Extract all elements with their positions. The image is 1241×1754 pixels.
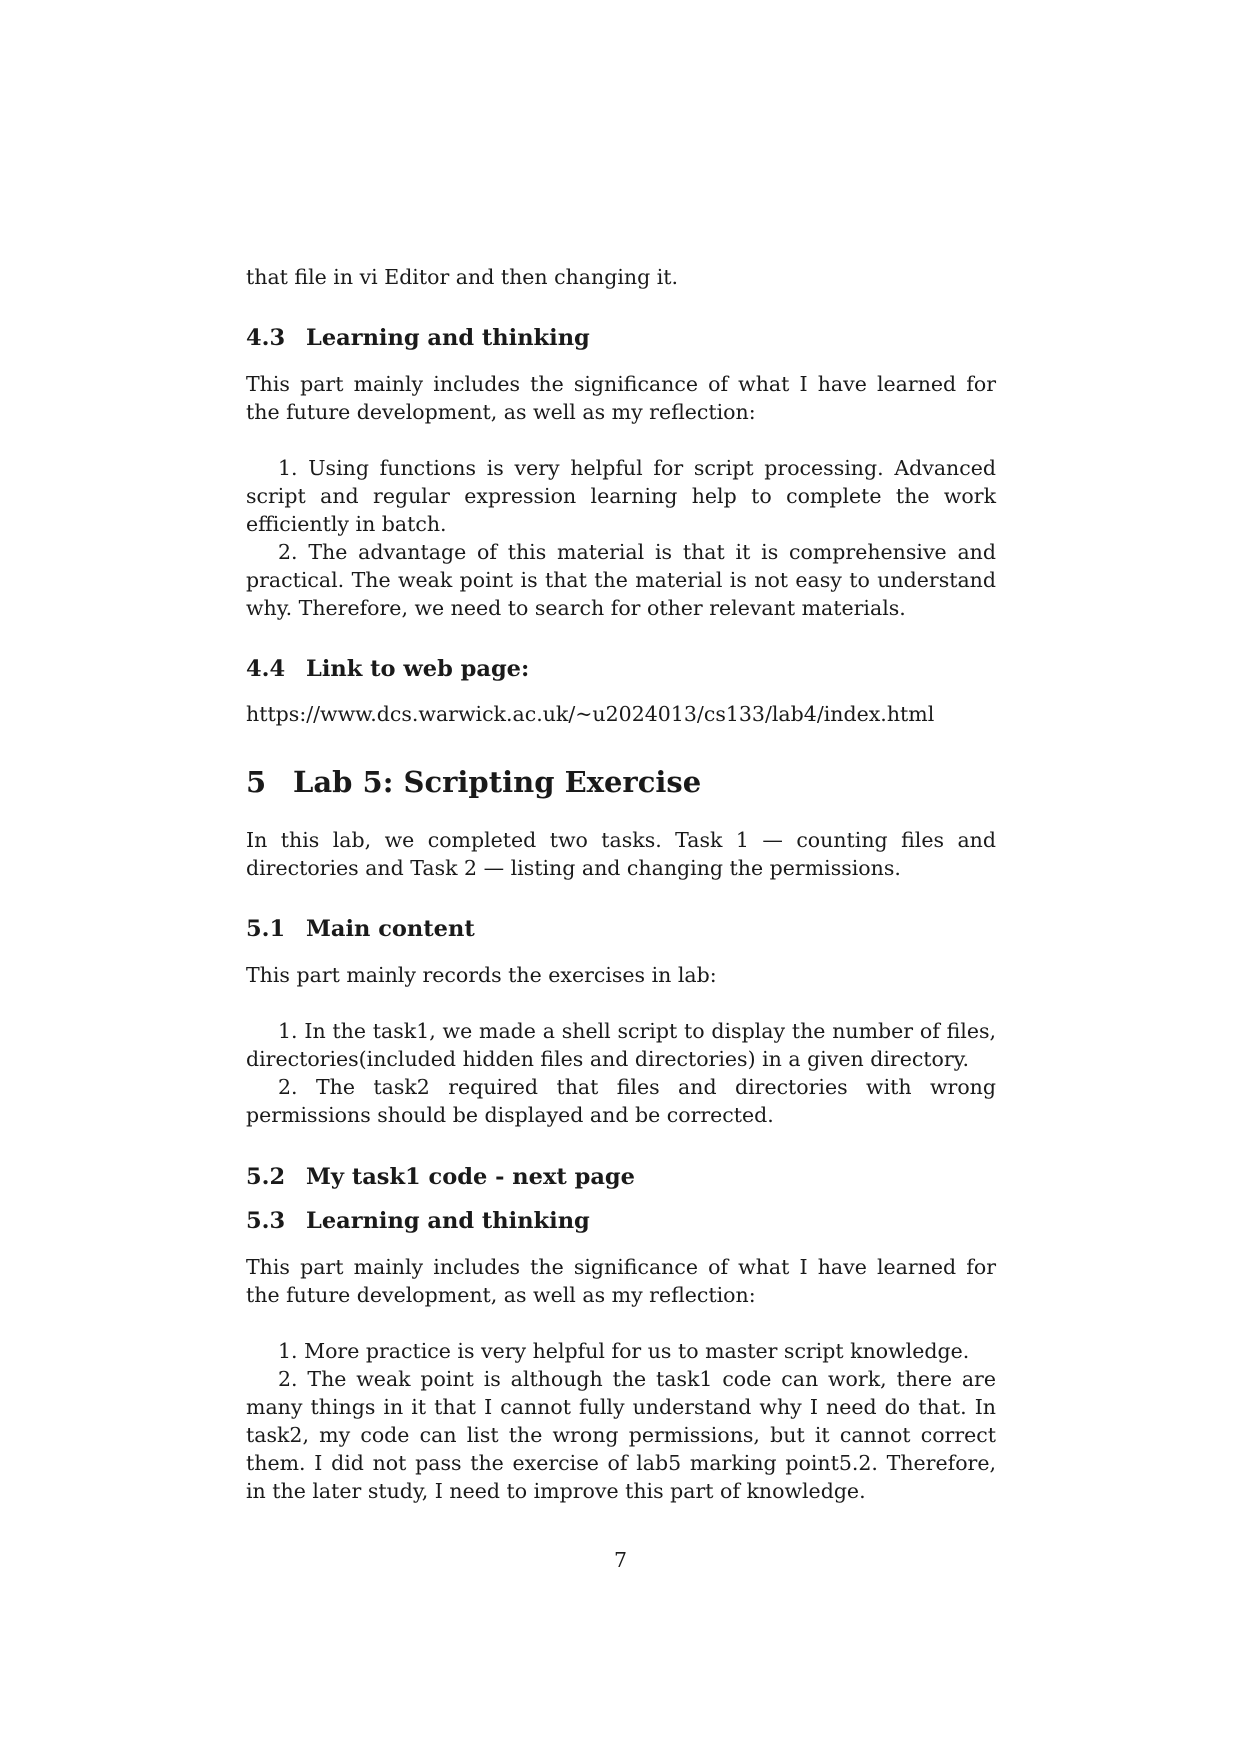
list-item: 1. Using functions is very helpful for script processing. Advanced script and regular expression learning help to complete the work efficiently in batch. xyxy=(246,456,996,536)
section-4-4-body xyxy=(246,700,996,728)
list-item: 1. In the task1, we made a shell script to display the number of files, directories(included hidden files and directories) in a given directory. xyxy=(246,1019,996,1071)
section-title: Main content xyxy=(306,916,475,942)
paragraph: This part mainly records the exercises in lab: xyxy=(246,963,717,987)
list-item: 2. The weak point is although the task1 code can work, there are many things in it that I cannot fully understand why I need do that. In task2, my code can list the wrong permissions, but it cannot correct them. I did not pass the exercise of lab5 marking point5.2. Therefore, in the later study, I need to improve this part of knowledge. xyxy=(246,1367,996,1503)
section-number: 4.3 xyxy=(246,325,286,351)
section-title: Learning and thinking xyxy=(306,325,590,351)
section-number: 5.1 xyxy=(246,916,286,942)
section-title: My task1 code - next page xyxy=(306,1164,635,1190)
section-5-body xyxy=(246,826,996,882)
subsection-heading-5-2 xyxy=(246,1162,1006,1192)
subsection-heading-5-3 xyxy=(246,1206,1006,1236)
list-item: 1. More practice is very helpful for us to master script knowledge. xyxy=(278,1339,970,1363)
section-4-3-body xyxy=(246,370,996,622)
paragraph: This part mainly includes the significance of what I have learned for the future development, as well as my reflection: xyxy=(246,1255,996,1307)
paragraph: In this lab, we completed two tasks. Task 1 — counting files and directories and Task 2 — listing and changing the permissions. xyxy=(246,828,996,880)
section-title: Learning and thinking xyxy=(306,1208,590,1234)
subsection-heading-4-3 xyxy=(246,323,1006,353)
paragraph: that file in vi Editor and then changing it. xyxy=(246,265,679,289)
section-5-3-body xyxy=(246,1253,996,1505)
list-item: 2. The task2 required that files and directories with wrong permissions should be displayed and be corrected. xyxy=(246,1075,996,1127)
section-number: 5 xyxy=(246,765,267,799)
section-number: 5.3 xyxy=(246,1208,286,1234)
section-number: 4.4 xyxy=(246,656,286,682)
page-number: 7 xyxy=(613,1548,628,1572)
paragraph: This part mainly includes the significance of what I have learned for the future development, as well as my reflection: xyxy=(246,372,996,424)
web-page-link[interactable]: https://www.dcs.warwick.ac.uk/~u2024013/cs133/lab4/index.html xyxy=(246,702,935,726)
section-number: 5.2 xyxy=(246,1164,286,1190)
subsection-heading-5-1 xyxy=(246,914,1006,944)
section-5-1-body xyxy=(246,961,996,1129)
section-heading-5 xyxy=(246,764,1006,800)
subsection-heading-4-4 xyxy=(246,654,1006,684)
list-item: 2. The advantage of this material is that it is comprehensive and practical. The weak point is that the material is not easy to understand why. Therefore, we need to search for other relevant materials. xyxy=(246,540,996,620)
section-title: Link to web page: xyxy=(306,656,530,682)
section-title: Lab 5: Scripting Exercise xyxy=(293,765,702,799)
intro-continuation xyxy=(246,263,996,291)
